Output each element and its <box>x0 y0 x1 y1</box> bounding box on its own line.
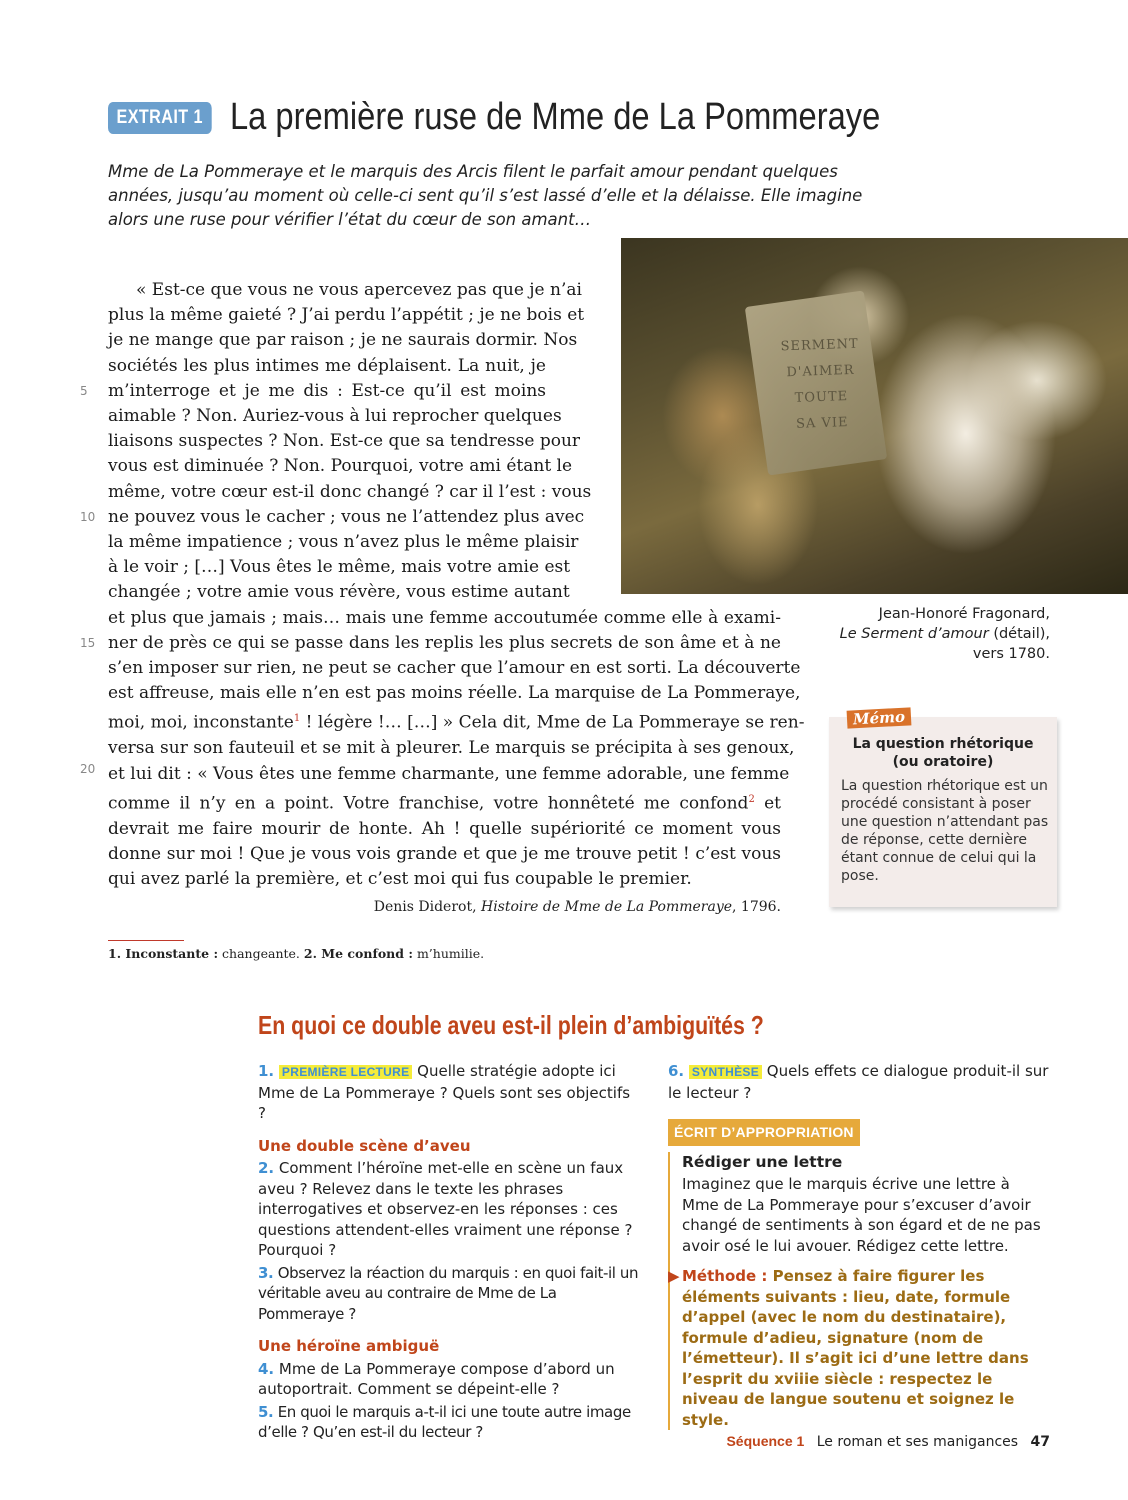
passage-line: qui avez parlé la première, et c’est moi qui fus coupable le premier. <box>108 868 692 889</box>
question-text: Quelle stratégie adopte ici Mme de La Pommeraye ? Quels sont ses objectifs ? <box>258 1062 631 1122</box>
method-label: Méthode : <box>682 1267 768 1285</box>
question-text: Comment l’héroïne met-elle en scène un faux aveu ? Relevez dans le texte les phrases interrogatives et observez-en les réponses : ces questions attendent-elles vraiment une réponse ? Pourquoi ? <box>258 1159 633 1259</box>
subsection-title: Une héroïne ambiguë <box>258 1337 440 1355</box>
questions-title: En quoi ce double aveu est-il plein d’ambiguïtés ? <box>258 1010 764 1040</box>
question-number: 6. <box>668 1062 685 1080</box>
passage-line: à le voir ; […] Vous êtes le même, mais votre amie est <box>108 557 571 578</box>
extract-passage <box>108 278 805 892</box>
footnote-ref: 2 <box>748 793 755 805</box>
passage-line: ner de près ce qui se passe dans les replis les plus secrets de son âme et à ne <box>108 632 781 653</box>
page-number: 47 <box>1030 1434 1050 1450</box>
question-tag: PREMIÈRE LECTURE <box>279 1065 412 1079</box>
engraving-line: D'AIMER <box>786 362 855 381</box>
line-number: 10 <box>80 510 96 524</box>
question-text: Observez la réaction du marquis : en quoi fait-il un véritable aveu au contraire de Mme de La Pommeraye ? <box>258 1263 639 1323</box>
triangle-right-icon: ▶ <box>668 1267 680 1285</box>
memo-title-line: La question rhétorique <box>852 736 1034 752</box>
passage-line: donne sur moi ! Que je vous vois grande et que je me trouve petit ! c’est vous <box>108 843 781 864</box>
sequence-label: Séquence 1 <box>726 1433 805 1449</box>
question-4 <box>258 1359 640 1400</box>
footnote-1-label: 1. Inconstante : <box>108 946 219 961</box>
passage-line: versa sur son fauteuil et se mit à pleurer. Le marquis se précipita à ses genoux, <box>108 738 795 759</box>
caption-artist: Jean-Honoré Fragonard, <box>878 606 1050 622</box>
painting-caption <box>810 604 1050 664</box>
engraving-line: TOUTE <box>794 389 849 406</box>
method-text: Pensez à faire figurer les éléments suivants : lieu, date, formule d’appel (avec le nom du destinataire), formule d’adieu, signature (nom de l’émetteur). Il s’agit ici d’une lettre dans l’esprit du xviiie siècle : respectez le niveau de langue soutenu et soignez le style. <box>682 1267 1029 1429</box>
passage-line: est affreuse, mais elle n’en est pas moins réelle. La marquise de La Pommeraye, <box>108 683 801 704</box>
passage-segment: comme il n’y en a point. Votre franchise, votre honnêteté me confond <box>108 793 749 814</box>
painting-engraving <box>764 331 878 439</box>
writing-task <box>668 1152 1051 1431</box>
memo-title-line: (ou oratoire) <box>892 754 994 770</box>
passage-line: liaisons suspectes ? Non. Est-ce que sa tendresse pour <box>108 431 581 452</box>
source-author: Denis Diderot, <box>373 899 477 915</box>
engraving-line: SERMENT <box>780 336 859 355</box>
passage-line: et plus que jamais ; mais… mais une femme accoutumée comme elle à exami- <box>108 607 781 628</box>
subsection-title: Une double scène d’aveu <box>258 1136 471 1155</box>
passage-segment: moi, moi, inconstante <box>108 713 294 734</box>
passage-line-with-note <box>108 706 805 736</box>
passage-line: la même impatience ; vous n’avez plus le même plaisir <box>108 532 579 553</box>
passage-line: m’interroge et je me dis : Est-ce qu’il est moins <box>108 380 546 401</box>
source-citation <box>374 899 781 915</box>
footnotes <box>108 946 484 961</box>
footnote-ref: 1 <box>293 713 301 725</box>
writing-task-title: Rédiger une lettre <box>682 1152 843 1171</box>
title-row <box>108 96 986 139</box>
passage-line-with-note <box>108 787 781 817</box>
passage-line: plus la même gaieté ? J’ai perdu l’appétit ; je ne bois et <box>108 305 585 326</box>
intro-text: Mme de La Pommeraye et le marquis des Arcis filent le parfait amour pendant quelques années, jusqu’au moment où celle-ci sent qu’il s’est lassé d’elle et la délaisse. Elle imagine alors une ruse pour vérifier l’état du cœur de son amant… <box>108 162 863 229</box>
questions-left-column <box>258 1061 640 1445</box>
method-note <box>668 1266 1051 1430</box>
memo-box <box>829 707 1057 907</box>
question-3 <box>258 1263 640 1325</box>
extract-tag: EXTRAIT 1 <box>108 102 211 134</box>
footnote-divider <box>108 940 184 941</box>
passage-line: ne pouvez vous le cacher ; vous ne l’attendez plus avec <box>108 506 585 527</box>
writing-task-tag: ÉCRIT D’APPROPRIATION <box>668 1119 860 1146</box>
passage-line: changée ; votre amie vous révère, vous estime autant <box>108 582 570 603</box>
footnote-1-text: changeante. <box>218 946 304 961</box>
line-number: 20 <box>80 762 96 776</box>
passage-line: devrait me faire mourir de honte. Ah ! quelle supériorité ce moment vous <box>108 818 781 839</box>
question-tag: SYNTHÈSE <box>689 1065 762 1079</box>
page-title: La première ruse de Mme de La Pommeraye <box>229 96 880 138</box>
passage-line: s’en imposer sur rien, ne peut se cacher que l’amour en est sorti. La découverte <box>108 658 801 679</box>
footnote-2-text: m’humilie. <box>412 946 485 961</box>
passage-segment: et <box>764 793 781 814</box>
footnote-2-label: 2. Me confond : <box>303 946 413 961</box>
question-number: 4. <box>258 1359 275 1378</box>
writing-task-text: Imaginez que le marquis écrive une lettre à Mme de La Pommeraye pour s’excuser d’avoir changé de sentiments à son égard et de ne pas avoir osé le lui avouer. Rédigez cette lettre. <box>682 1175 1041 1255</box>
passage-line: sociétés les plus intimes me déplaisent. La nuit, je <box>108 355 546 376</box>
question-number: 3. <box>258 1263 274 1282</box>
source-year: , 1796. <box>732 899 781 915</box>
passage-line: aimable ? Non. Auriez-vous à lui reprocher quelques <box>108 406 562 427</box>
question-6 <box>668 1061 1051 1103</box>
question-text: En quoi le marquis a-t-il ici une toute autre image d’elle ? Qu’en est-il du lecteur ? <box>258 1402 631 1441</box>
question-5 <box>258 1402 640 1443</box>
passage-segment: ! légère !… […] » Cela dit, Mme de La Pommeraye se ren- <box>305 713 805 734</box>
question-number: 2. <box>258 1159 275 1177</box>
source-title: Histoire de Mme de La Pommeraye <box>481 899 733 915</box>
passage-line: même, votre cœur est-il donc changé ? car il l’est : vous <box>108 481 592 502</box>
questions-right-column <box>668 1061 1051 1430</box>
caption-date: vers 1780. <box>972 646 1050 662</box>
passage-line: et lui dit : « Vous êtes une femme charmante, une femme adorable, une femme <box>108 763 790 784</box>
question-text: Mme de La Pommeraye compose d’abord un autoportrait. Comment se dépeint-elle ? <box>258 1359 615 1398</box>
question-number: 5. <box>258 1402 274 1421</box>
passage-line: « Est-ce que vous ne vous apercevez pas que je n’ai <box>136 280 582 300</box>
caption-detail: (détail), <box>993 626 1050 642</box>
chapter-label: Le roman et ses manigances <box>816 1434 1019 1450</box>
line-number: 15 <box>80 636 96 650</box>
memo-title <box>829 735 1057 771</box>
engraving-line: SA VIE <box>795 415 849 432</box>
question-2 <box>258 1158 640 1261</box>
passage-line: je ne mange que par raison ; je ne saurais dormir. Nos <box>108 330 578 351</box>
caption-title: Le Serment d’amour <box>839 626 989 642</box>
memo-tag: Mémo <box>847 707 912 728</box>
line-number: 5 <box>80 384 88 398</box>
question-text: Quels effets ce dialogue produit-il sur le lecteur ? <box>668 1062 1049 1102</box>
question-1 <box>258 1061 640 1124</box>
question-number: 1. <box>258 1062 275 1080</box>
page-footer <box>726 1433 1050 1450</box>
passage-line: vous est diminuée ? Non. Pourquoi, votre ami étant le <box>108 456 573 477</box>
memo-body: La question rhétorique est un procédé consistant à poser une question n’attendant pas de réponse, cette dernière étant connue de celui qui la pose. <box>841 778 1049 884</box>
